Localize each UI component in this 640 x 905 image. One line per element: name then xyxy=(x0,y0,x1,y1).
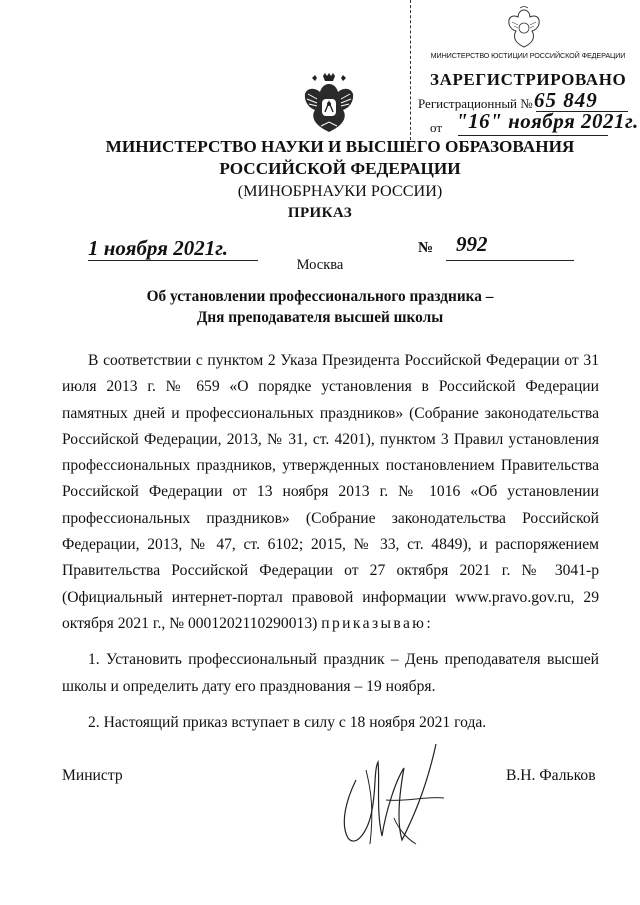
registration-stamp xyxy=(410,0,640,142)
order-date: 1 ноября 2021г. xyxy=(88,236,228,260)
ministry-name: МИНИСТЕРСТВО НАУКИ И ВЫСШЕГО ОБРАЗОВАНИЯ xyxy=(105,137,575,156)
coat-of-arms-icon xyxy=(303,72,355,134)
stamp-date-value: "16" ноября 2021г. xyxy=(456,109,639,133)
stamp-date-label: от xyxy=(430,120,443,135)
stamp-reg-label: Регистрационный № xyxy=(418,96,533,111)
stamp-ministry-name: МИНИСТЕРСТВО ЮСТИЦИИ РОССИЙСКОЙ ФЕДЕРАЦИИ xyxy=(430,51,626,60)
ministry-country: РОССИЙСКОЙ ФЕДЕРАЦИИ xyxy=(219,159,461,178)
order-subject xyxy=(0,286,640,328)
order-word: приказываю: xyxy=(321,614,434,632)
preamble-paragraph xyxy=(62,348,599,637)
stamp-reg-number: 65 849 xyxy=(534,88,598,112)
handwritten-signature xyxy=(326,740,456,850)
order-item-1: 1. Установить профессиональный праздник – День преподавателя высшей школы и определить дату его празднования – 19 ноября. xyxy=(62,651,599,695)
preamble-text: В соответствии с пунктом 2 Указа Президента Российской Федерации от 31 июля 2013 г. № 659 «О порядке установления в Российской Федерации памятных дней и профессиональных праздников» (Собрание законодательства Российской Федерации, 2013, № 31, ст. 4201), пунктом 3 Правил установления профессиональных праздников, утвержденных постановлением Правительства Российской Федерации от 13 ноября 2013 г. № 1016 «Об установлении профессиональных праздников» (Собрание законодательства Российской Федерации, 2013, № 47, ст. 6102; 2015, № 33, ст. 4849), и распоряжением Правительства Российской Федерации от 27 октября 2021 г. № 3041-р (Официальный интернет-портал правовой информации www.pravo.gov.ru, 29 октября 2021 г., № 0001202110290013) xyxy=(62,352,599,632)
ministry-abbreviation: (МИНОБРНАУКИ РОССИИ) xyxy=(237,182,443,200)
document-header xyxy=(70,136,610,202)
order-city: Москва xyxy=(296,257,344,273)
order-body xyxy=(62,348,599,736)
order-item-2: 2. Настоящий приказ вступает в силу с 18 ноября 2021 года. xyxy=(88,713,487,731)
order-number: 992 xyxy=(456,232,488,256)
signer-name: В.Н. Фальков xyxy=(506,767,596,784)
order-number-label: № xyxy=(418,240,434,256)
subject-line-1: Об установлении профессионального праздника – xyxy=(146,288,494,305)
subject-line-2: Дня преподавателя высшей школы xyxy=(196,309,444,326)
stamp-status: ЗАРЕГИСТРИРОВАНО xyxy=(430,70,627,89)
document-type-title: ПРИКАЗ xyxy=(287,205,353,221)
stamp-border xyxy=(410,0,411,140)
stamp-emblem-icon xyxy=(506,6,542,50)
signer-title: Министр xyxy=(62,767,123,784)
